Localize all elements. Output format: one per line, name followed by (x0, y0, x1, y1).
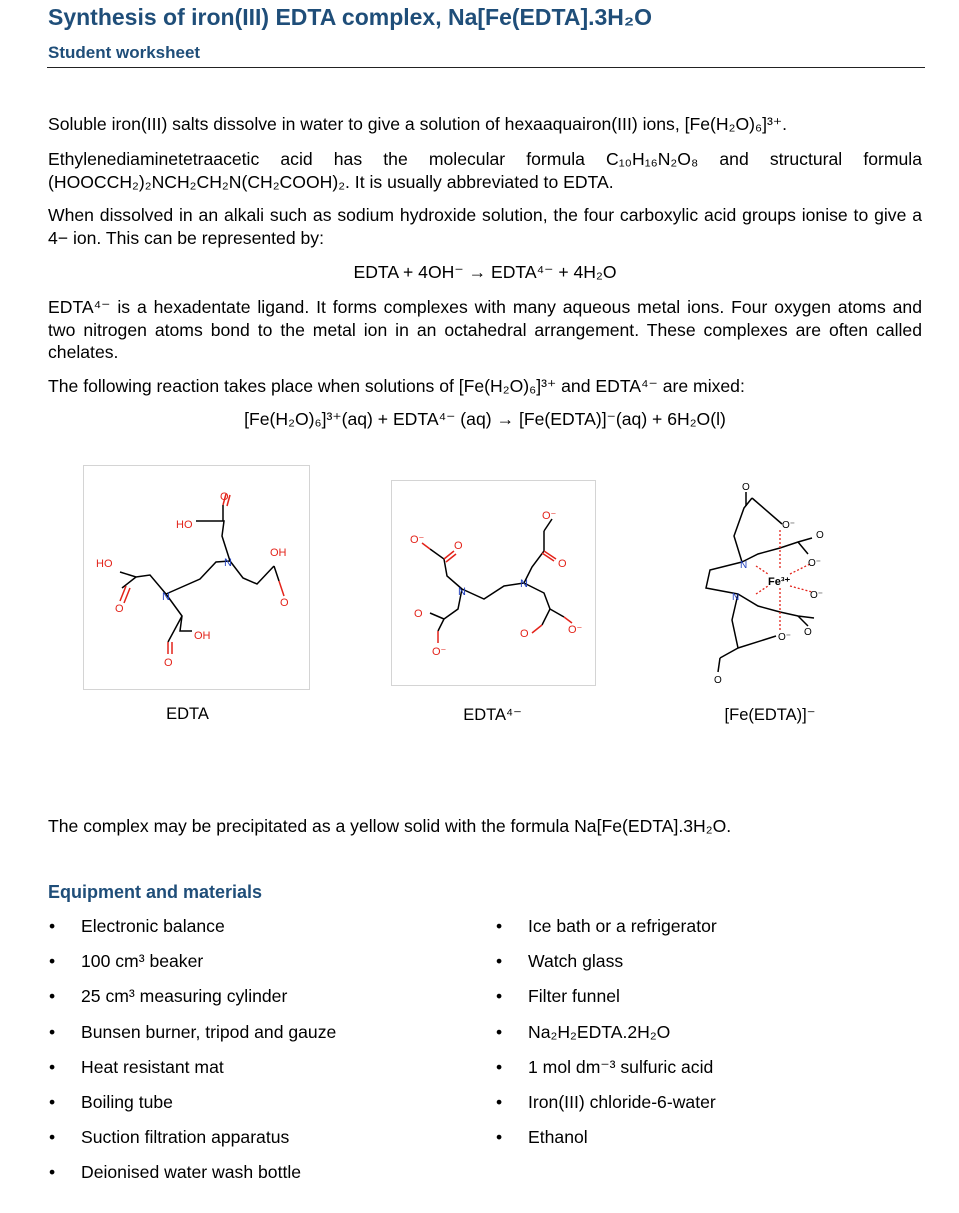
complex-o-label-2: O (816, 530, 824, 541)
edta-n-label-1: N (162, 591, 170, 603)
edta-oh-label-1: OH (270, 547, 287, 559)
complex-ominus-label-4: O⁻ (778, 632, 792, 643)
bullet-icon: • (49, 1162, 56, 1183)
intro-paragraph-5: The following reaction takes place when solutions of [Fe(H₂O)₆]³⁺ and EDTA⁴⁻ are mixed: (48, 376, 745, 396)
edta-oh-label-2: OH (194, 630, 211, 642)
complex-ominus-label-1: O⁻ (782, 520, 796, 531)
edta-ho-label-1: HO (96, 558, 113, 570)
intro-paragraph-2 (48, 148, 922, 193)
edta-caption: EDTA (166, 705, 209, 723)
edta4-o-label-2: O (558, 558, 567, 570)
edta4-ominus-label-3: O⁻ (432, 646, 447, 658)
edta-o-label-3: O (280, 597, 289, 609)
intro-paragraph-3: When dissolved in an alkali such as sodium hydroxide solution, the four carboxylic acid groups ionise to give a 4− ion. This can be represented by: (48, 205, 922, 248)
bullet-icon: • (49, 1127, 56, 1148)
equipment-item-label: 1 mol dm⁻³ sulfuric acid (528, 1056, 714, 1077)
bullet-icon: • (496, 1127, 503, 1148)
complex-ominus-label-2: O⁻ (808, 558, 822, 569)
complex-ominus-label-3: O⁻ (810, 590, 824, 601)
complex-o-label-3: O (804, 627, 812, 638)
equipment-item-label: Boiling tube (81, 1092, 173, 1112)
bullet-icon: • (496, 916, 503, 936)
edta4-o-label-4: O (520, 628, 529, 640)
bullet-icon: • (49, 986, 56, 1007)
equipment-heading: Equipment and materials (48, 882, 263, 902)
bullet-icon: • (496, 1021, 503, 1042)
bullet-icon: • (496, 951, 503, 972)
bullet-icon: • (49, 951, 56, 972)
equation-2: [Fe(H₂O)₆]³⁺(aq) + EDTA⁴⁻ (aq) → [Fe(EDTA)]⁻(aq) + 6H₂O(l) (244, 409, 726, 429)
edta-ho-label-2: HO (176, 519, 193, 531)
intro-paragraph-4: EDTA⁴⁻ is a hexadentate ligand. It forms complexes with many aqueous metal ions. Four oxygen atoms and two nitrogen atoms bond to the metal ion in an octahedral arrangement. These complexes are often called chelates. (48, 297, 922, 362)
equipment-item-label: Filter funnel (528, 986, 620, 1007)
intro-paragraph-2-line2: (HOOCCH₂)₂NCH₂CH₂N(CH₂COOH)₂. It is usually abbreviated to EDTA. (48, 171, 614, 192)
edta-structure-figure (83, 465, 310, 690)
complex-o-label-4: O (714, 675, 722, 686)
equipment-item-label: Ethanol (528, 1127, 588, 1148)
intro-paragraph-1: Soluble iron(III) salts dissolve in water to give a solution of hexaaquairon(III) ions, [Fe(H₂O)₆]³⁺. (48, 114, 788, 134)
edta4-o-label-1: O (454, 540, 463, 552)
edta4-structure-diagram (392, 481, 595, 685)
edta4-ominus-label-1: O⁻ (410, 534, 425, 546)
equipment-item-label: Heat resistant mat (81, 1056, 224, 1077)
edta4-n-label-1: N (458, 586, 466, 598)
edta-o-label-1: O (220, 491, 229, 503)
bullet-icon: • (496, 1092, 503, 1112)
fe-edta-caption: [Fe(EDTA)]⁻ (724, 706, 816, 724)
bullet-icon: • (49, 1092, 56, 1112)
fe-edta-complex-figure (698, 478, 848, 690)
edta-o-label-4: O (164, 657, 173, 669)
bullet-icon: • (49, 1021, 56, 1042)
intro-paragraph-2-line1: Ethylenediaminetetraacetic acid has the molecular formula C₁₀H₁₆N₂O₈ and structural formula (48, 149, 922, 169)
page-subtitle: Student worksheet (48, 43, 201, 62)
equipment-item-label: 100 cm³ beaker (81, 951, 204, 972)
equation-1: EDTA + 4OH⁻ → EDTA⁴⁻ + 4H₂O (353, 262, 617, 282)
edta4-caption: EDTA⁴⁻ (463, 706, 522, 724)
complex-n-label-1: N (740, 560, 748, 571)
fe-ion-label: Fe³⁺ (768, 576, 791, 588)
equipment-item-label: Bunsen burner, tripod and gauze (81, 1021, 337, 1042)
edta-structure-diagram (84, 466, 309, 689)
bullet-icon: • (496, 986, 503, 1007)
fe-edta-complex-diagram (698, 478, 848, 690)
edta-o-label-2: O (115, 603, 124, 615)
equipment-item-label: Deionised water wash bottle (81, 1162, 302, 1183)
equipment-item-label: Suction filtration apparatus (81, 1127, 290, 1148)
page-title: Synthesis of iron(III) EDTA complex, Na[Fe(EDTA].3H₂O (48, 4, 653, 30)
edta4-n-label-2: N (520, 578, 528, 590)
bullet-icon: • (49, 1056, 56, 1077)
equipment-item-label: Iron(III) chloride-6-water (528, 1092, 716, 1112)
complex-n-label-2: N (732, 592, 740, 603)
complex-o-label-1: O (742, 482, 750, 493)
edta4-ominus-label-2: O⁻ (542, 510, 557, 522)
equipment-item-label: Electronic balance (81, 916, 225, 936)
bullet-icon: • (49, 916, 56, 936)
equipment-item-label: Watch glass (528, 951, 624, 972)
header-divider (47, 67, 925, 68)
edta4-structure-figure (391, 480, 596, 686)
equipment-item-label: Ice bath or a refrigerator (528, 916, 717, 936)
bullet-icon: • (496, 1056, 503, 1077)
edta-n-label-2: N (224, 557, 232, 569)
edta4-o-label-3: O (414, 608, 423, 620)
edta4-ominus-label-4: O⁻ (568, 624, 583, 636)
equipment-item-label: 25 cm³ measuring cylinder (81, 986, 288, 1007)
precipitate-paragraph: The complex may be precipitated as a yellow solid with the formula Na[Fe(EDTA].3H₂O. (48, 816, 732, 836)
equipment-item-label: Na₂H₂EDTA.2H₂O (528, 1021, 671, 1042)
